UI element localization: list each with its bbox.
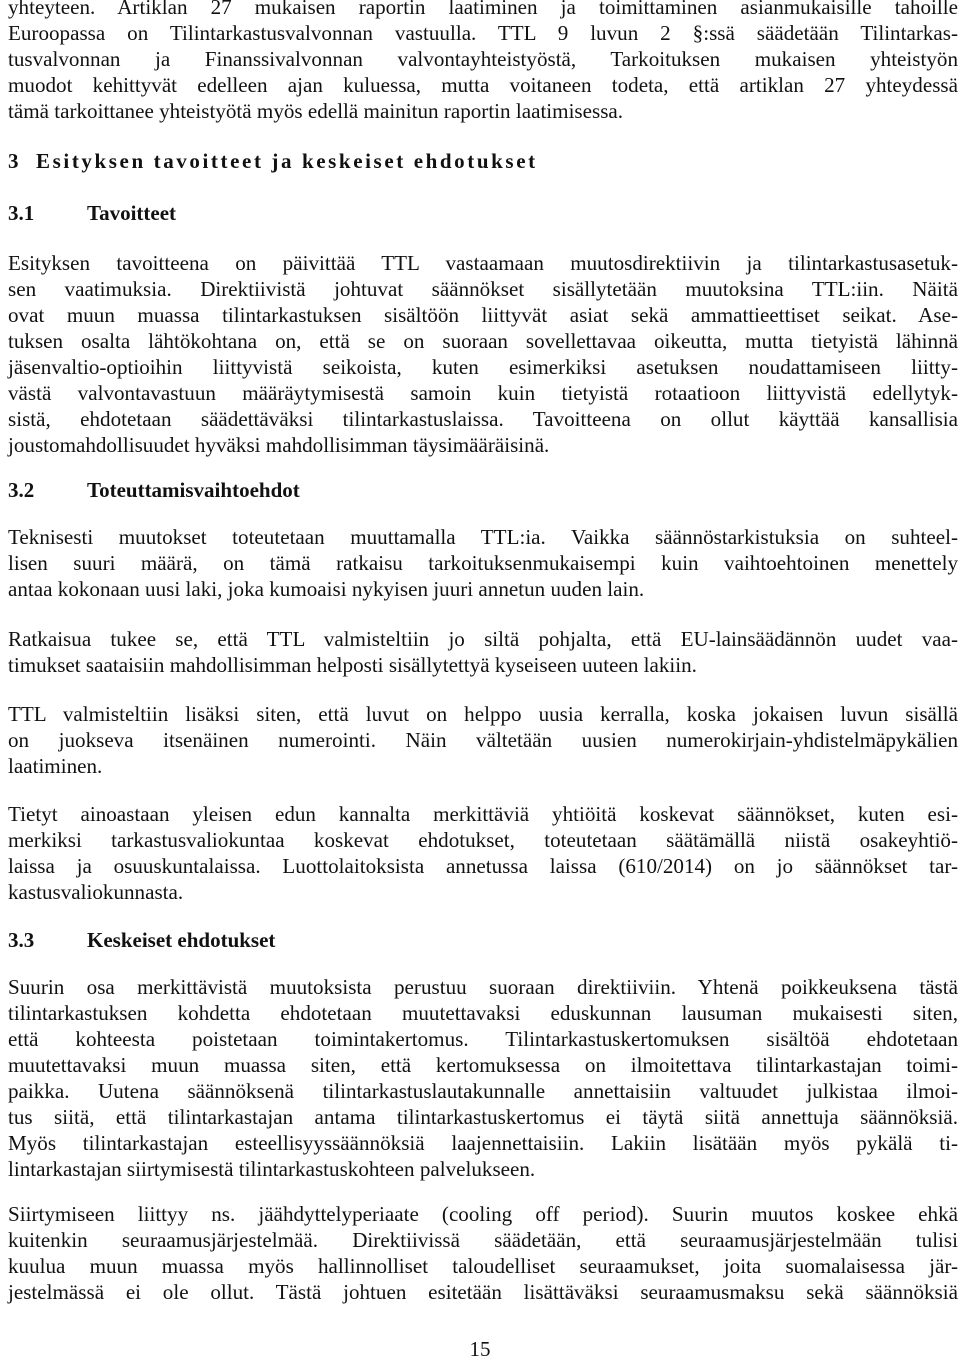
text-line: joustomahdollisuudet hyväksi mahdollisimman täysimääräisinä. <box>8 433 550 457</box>
text-line: tilintarkastuksen kohdetta ehdotetaan muutettavaksi eduskunnan lausuman mukaisesti siten, <box>8 1001 958 1025</box>
text-line: laissa ja osuuskuntalaissa. Luottolaitoksista annetussa laissa (610/2014) on jo säännökset tar- <box>8 854 958 878</box>
text-line: Ratkaisua tukee se, että TTL valmisteltiin jo siltä pohjalta, että EU-lainsäädännön uudet vaa- <box>8 627 958 651</box>
text-line: paikka. Uutena säännöksenä tilintarkastuslautakunnalle annettaisiin valtuudet julkistaa ilmoi- <box>8 1079 958 1103</box>
paragraph <box>8 801 958 905</box>
paragraph <box>8 250 958 458</box>
text-line: Siirtymiseen liittyy ns. jäähdyttelyperiaate (cooling off period). Suurin muutos koskee ehkä <box>8 1202 958 1226</box>
text-line: muodot kehittyvät edelleen ajan kuluessa, mutta voitaneen todeta, että artiklan 27 yhteydessä <box>8 73 958 97</box>
text-line: Tietyt ainoastaan yleisen edun kannalta merkittäviä yhtiöitä koskevat säännökset, kuten esi- <box>8 802 958 826</box>
text-line: jäsenvaltio-optioihin liittyvistä seikoista, kuten esimerkiksi asetuksen noudattamiseen liitty- <box>8 355 958 379</box>
section-heading <box>8 148 538 174</box>
paragraph <box>8 701 958 779</box>
section-title: Esityksen tavoitteet ja keskeiset ehdotukset <box>36 149 538 173</box>
subsection-heading <box>8 477 300 503</box>
text-line: ovat muun muassa tilintarkastuksen sisältöön liittyvät asiat sekä ammattieettiset seikat. Ase- <box>8 303 958 327</box>
text-line: laatiminen. <box>8 754 103 778</box>
text-line: tus siitä, että tilintarkastajan antama tilintarkastuskertomus ei täytä siitä annettuja säännöksiä. <box>8 1105 958 1129</box>
text-line: sen vaatimuksia. Direktiivistä johtuvat säännökset sisällytetään muutoksina TTL:iin. Näitä <box>8 277 958 301</box>
text-line: västä valvontavastuun määräytymisestä samoin kuin tietyistä rotaatioon liittyvistä edellytyk- <box>8 381 958 405</box>
text-line: Esityksen tavoitteena on päivittää TTL vastaamaan muutosdirektiivin ja tilintarkastusasetuk- <box>8 251 958 275</box>
text-line: yhteyteen. Artiklan 27 mukaisen raportin laatiminen ja toimittaminen asianmukaisille tahoille <box>8 0 958 19</box>
subsection-number: 3.3 <box>8 928 35 952</box>
text-line: antaa kokonaan uusi laki, joka kumoaisi nykyisen juuri annetun uuden lain. <box>8 577 645 601</box>
subsection-number: 3.1 <box>8 201 35 225</box>
text-line: muutettavaksi muun muassa siten, että kertomuksessa on ilmoitettava tilintarkastajan toimi- <box>8 1053 958 1077</box>
section-number: 3 <box>8 149 19 173</box>
text-line: Suurin osa merkittävistä muutoksista perustuu suoraan direktiiviin. Yhtenä poikkeuksena tästä <box>8 975 958 999</box>
text-line: lisen suuri määrä, on tämä ratkaisu tarkoituksenmukaisempi kuin vaihtoehtoinen menettely <box>8 551 958 575</box>
text-line: kuulua muun muassa myös hallinnolliset taloudelliset seuraamukset, joita suomalaisessa jär- <box>8 1254 958 1278</box>
text-line: Myös tilintarkastajan esteellisyyssäännöksiä laajennettaisiin. Lakiin lisätään myös pykälä ti- <box>8 1131 958 1155</box>
intro-paragraph <box>8 0 958 124</box>
text-line: jestelmässä ei ole ollut. Tästä johtuen esitetään lisättäväksi seuraamusmaksu sekä säännöksiä <box>8 1280 958 1304</box>
paragraph <box>8 524 958 602</box>
subsection-heading <box>8 927 275 953</box>
paragraph <box>8 1201 958 1305</box>
text-line: Teknisesti muutokset toteutetaan muuttamalla TTL:ia. Vaikka säännöstarkistuksia on suhteel- <box>8 525 958 549</box>
text-line: sistä, ehdotetaan säädettäväksi tilintarkastuslaissa. Tavoitteena on ollut käyttää kansallisia <box>8 407 958 431</box>
text-line: kuitenkin seuraamusjärjestelmää. Direktiivissä säädetään, että seuraamusjärjestelmään tulisi <box>8 1228 958 1252</box>
text-line: tämä tarkoittanee yhteistyötä myös edellä mainitun raportin laatimisessa. <box>8 99 624 123</box>
text-line: merkiksi tarkastusvaliokuntaa koskevat ehdotukset, toteutetaan säätämällä niistä osakeyhtiö- <box>8 828 958 852</box>
text-line: TTL valmisteltiin lisäksi siten, että luvut on helppo uusia kerralla, koska jokaisen luvun sisällä <box>8 702 958 726</box>
text-line: kastusvaliokunnasta. <box>8 880 184 904</box>
subsection-number: 3.2 <box>8 478 35 502</box>
paragraph <box>8 974 958 1182</box>
text-line: tusvalvonnan ja Finanssivalvonnan valvontayhteistyöstä, Tarkoituksen mukaisen yhteistyön <box>8 47 958 71</box>
text-line: tuksen osalta lähtökohtana on, että se on suoraan sovellettavaa oikeutta, mutta tietyistä lähinnä <box>8 329 958 353</box>
paragraph <box>8 626 958 678</box>
text-line: lintarkastajan siirtymisestä tilintarkastuskohteen palvelukseen. <box>8 1157 536 1181</box>
text-line: timukset saataisiin mahdollisimman helposti sisällytettyä kyseiseen uuteen lakiin. <box>8 653 697 677</box>
text-line: on juokseva itsenäinen numerointi. Näin vältetään uusien numerokirjain-yhdistelmäpykälien <box>8 728 958 752</box>
text-line: että kohteesta poistetaan toimintakertomus. Tilintarkastuskertomuksen sisältöä ehdotetaan <box>8 1027 958 1051</box>
text-line: Euroopassa on Tilintarkastusvalvonnan vastuulla. TTL 9 luvun 2 §:ssä säädetään Tilintarkas- <box>8 21 958 45</box>
page-number: 15 <box>469 1337 491 1361</box>
subsection-title: Keskeiset ehdotukset <box>87 928 276 952</box>
subsection-title: Tavoitteet <box>87 201 177 225</box>
subsection-title: Toteuttamisvaihtoehdot <box>87 478 300 502</box>
subsection-heading <box>8 200 176 226</box>
